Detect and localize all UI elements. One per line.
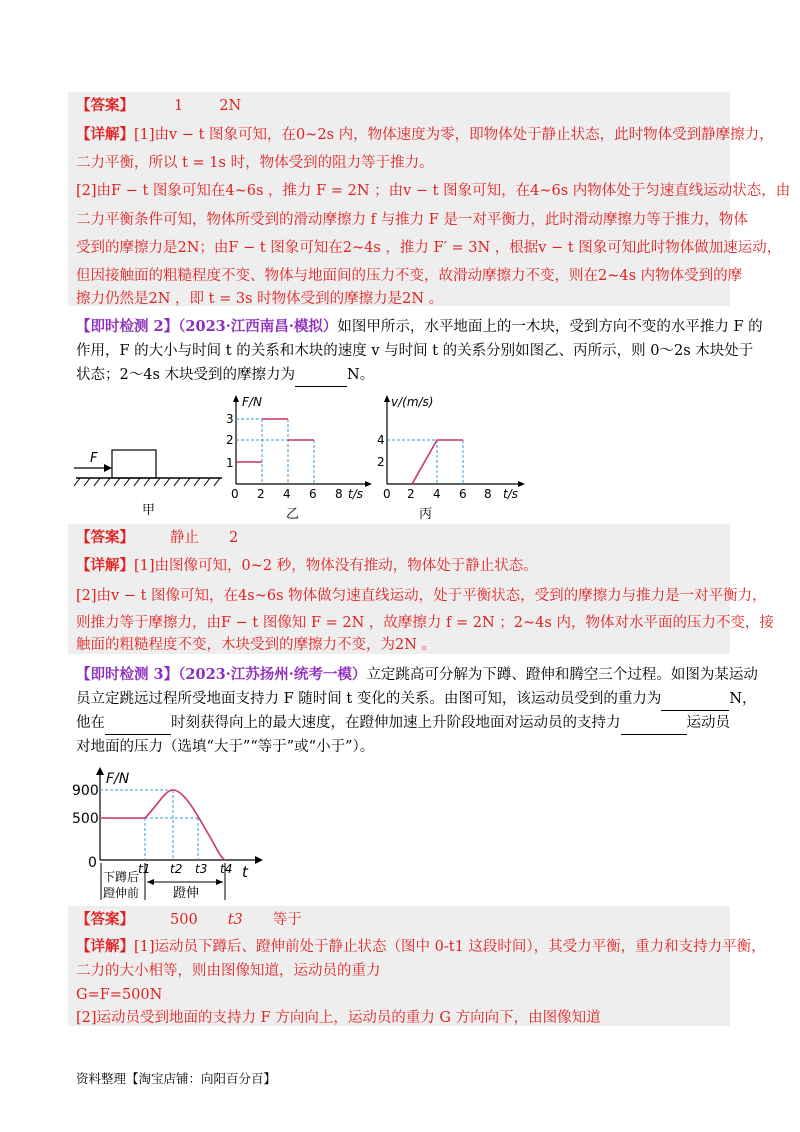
x-axis-label: t/s: [503, 487, 518, 501]
x-tick-label: 0: [383, 487, 391, 501]
y-tick-label: 3: [226, 412, 234, 426]
detail-line: 触面的粗糙程度不变，木块受到的摩擦力不变，为2N 。: [76, 637, 437, 653]
answer-block-2: [68, 524, 774, 654]
answer-line: 【答案】 1 2N: [76, 97, 242, 114]
x-tick-label: 8: [484, 487, 492, 501]
caption-bing: 丙: [419, 507, 433, 522]
force-label: F: [90, 451, 98, 466]
x-tick-label: 0: [231, 487, 239, 501]
x-tick-label: 2: [407, 487, 415, 501]
figure-q3: [70, 765, 270, 905]
detail-line: [2]运动员受到地面的支持力 F 方向向上，运动员的重力 G 方向向下，由图像知道: [76, 1010, 601, 1026]
question-2-line-2: 作用，F 的大小与时间 t 的关系和木块的速度 v 与时间 t 的关系分别如图乙、丙所示，则 0～2s 木块处于: [76, 343, 754, 359]
guide-lines: [236, 419, 314, 484]
y-axis-label: v/(m/s): [391, 395, 434, 409]
x-axis-label: t/s: [348, 487, 363, 501]
detail-line: 擦力仍然是2N ，即 t = 3s 时物体受到的摩擦力是2N 。: [76, 291, 444, 307]
x-tick-label: t1: [138, 862, 151, 876]
answer-blank[interactable]: [621, 712, 687, 735]
phase-label: 蹬伸: [173, 886, 200, 901]
detail-line: 【详解】[1]由v − t 图象可知，在0~2s 内，物体速度为零，即物体处于静止状态，此时物体受到静摩擦力，: [76, 126, 774, 143]
x-tick-label: 6: [459, 487, 467, 501]
detail-line: 二力平衡条件可知，物体所受到的滑动摩擦力 f 与推力 F 是一对平衡力，此时滑动摩擦力等于推力，物体: [76, 212, 748, 228]
y-tick-label: 2: [226, 433, 234, 447]
question-2-line-1: 【即时检测 2】（2023·江西南昌·模拟）如图甲所示，水平地面上的一木块，受到方向不变的水平推力 F 的: [76, 318, 763, 335]
x-tick-label: 4: [283, 487, 291, 501]
detail-line: 但因接触面的粗糙程度不变、物体与地面间的压力不变，故滑动摩擦力不变，则在2~4s 内物体受到的摩: [76, 268, 743, 284]
answer-line: 【答案】 静止 2: [76, 529, 239, 546]
answer-blank[interactable]: [105, 712, 171, 735]
guide-lines: [100, 790, 198, 860]
x-axis-label: t: [242, 863, 248, 881]
detail-line: G=F=500N: [76, 987, 163, 1003]
x-tick-label: 2: [257, 487, 265, 501]
origin-label: 0: [88, 855, 97, 871]
y-tick-label: 2: [377, 455, 385, 469]
question-3-line-1: 【即时检测 3】（2023·江苏扬州·统考一模）立定跳高可分解为下蹲、蹬伸和腾空三个过程。如图为某运动: [76, 666, 758, 683]
question-3-line-3: 他在 时刻获得向上的最大速度，在蹬伸加速上升阶段地面对运动员的支持力 运动员: [76, 712, 730, 735]
detail-line: [2]由F − t 图象可知在4~6s ，推力 F = 2N ；由v − t 图象可知，在4~6s 内物体处于匀速直线运动状态，由: [76, 183, 791, 199]
figure-jia: [70, 440, 230, 520]
ground-hatch: [74, 478, 220, 486]
caption-jia: 甲: [142, 503, 156, 518]
x-tick-label: t2: [170, 862, 183, 876]
caption-yi: 乙: [286, 507, 300, 522]
x-tick-label: 6: [309, 487, 317, 501]
detail-line: 二力平衡，所以 t = 1s 时，物体受到的阻力等于推力。: [76, 155, 434, 171]
force-arrowhead: [104, 464, 112, 472]
x-tick-label: t3: [195, 862, 208, 876]
figure-bing: [375, 392, 535, 522]
answer-blank[interactable]: [295, 364, 347, 387]
phase-label: 蹬伸前: [103, 886, 140, 900]
footer-source: 资料整理【淘宝店铺：向阳百分百】: [76, 1071, 277, 1086]
x-tick-label: t4: [220, 862, 233, 876]
figure-yi: [220, 392, 380, 522]
y-tick-label: 900: [72, 783, 99, 799]
question-3-line-2: 员立定跳远过程所受地面支持力 F 随时间 t 变化的关系。由图可知，该运动员受到的重力为 N，: [76, 688, 757, 711]
x-tick-label: 4: [433, 487, 441, 501]
x-tick-label: 8: [335, 487, 343, 501]
y-tick-label: 500: [72, 811, 99, 827]
detail-line: 则推力等于摩擦力，由F − t 图像知 F = 2N ，故摩擦力 f = 2N ；2~4s 内，物体对水平面的压力不变，接: [76, 615, 774, 631]
answer-blank[interactable]: [661, 688, 729, 711]
y-axis-label: F/N: [106, 771, 130, 787]
detail-line: 【详解】[1]运动员下蹲后、蹬伸前处于静止状态（图中 0-t1 这段时间），其受力平衡，重力和支持力平衡，: [76, 938, 766, 955]
y-tick-label: 4: [377, 433, 385, 447]
detail-line: 二力的大小相等，则由图像知道，运动员的重力: [76, 963, 381, 979]
answer-line: 【答案】 500 t3 等于: [76, 911, 302, 928]
y-tick-label: 1: [226, 456, 234, 470]
detail-line: 受到的摩擦力是2N；由F − t 图象可知在2~4s ，推力 F′ = 3N ，根据v − t 图象可知此时物体做加速运动，: [76, 240, 782, 256]
detail-line: [2]由v − t 图像可知，在4s~6s 物体做匀速直线运动，处于平衡状态，受到的摩擦力与推力是一对平衡力，: [76, 588, 767, 604]
force-curve: [100, 790, 225, 860]
phase-label: 下蹲后: [103, 870, 140, 884]
block-shape: [112, 450, 156, 478]
question-3-line-4: 对地面的压力（选填“大于”“等于”或“小于”）。: [76, 739, 375, 755]
question-2-line-3: 状态；2～4s 木块受到的摩擦力为 N。: [76, 364, 374, 387]
answer-block-3: [68, 906, 766, 1026]
detail-line: 【详解】[1]由图像可知，0~2 秒，物体没有推动，物体处于静止状态。: [76, 557, 538, 574]
answer-block-1: [68, 92, 791, 307]
y-axis-label: F/N: [242, 395, 262, 409]
